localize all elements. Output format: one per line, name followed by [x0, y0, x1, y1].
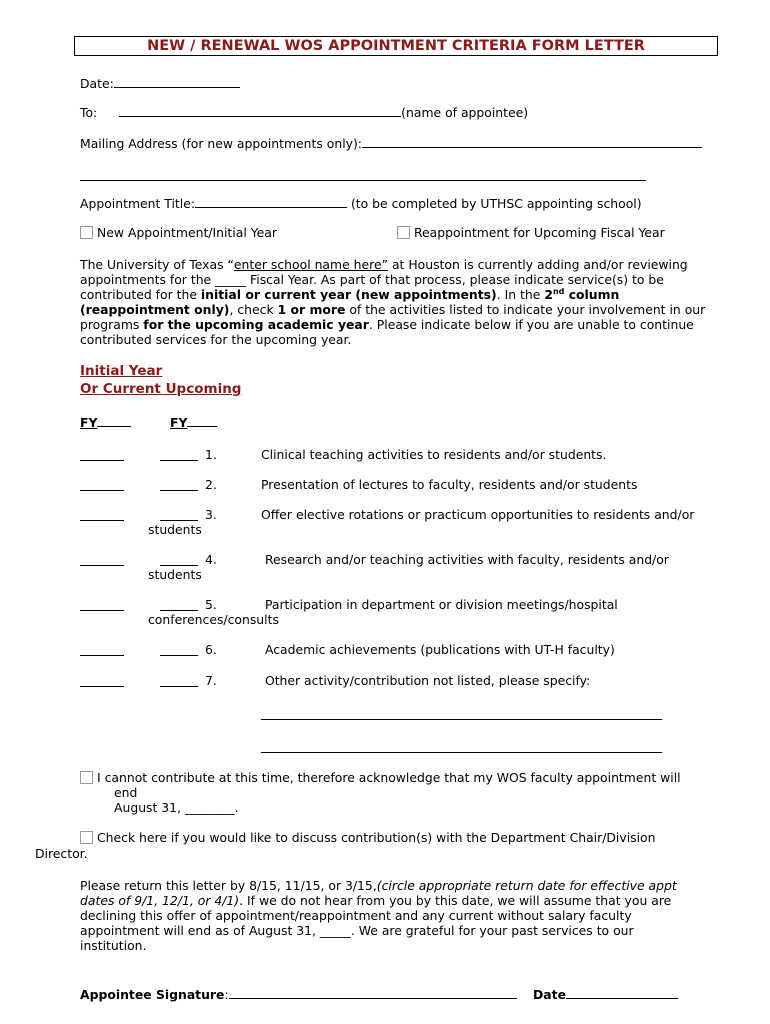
signature-label: Appointee Signature — [80, 987, 225, 1002]
intro-text-3: . In the — [496, 287, 545, 302]
activity-text: Offer elective rotations or practicum opportunities to residents and/or — [261, 507, 695, 522]
intro-text-6: . Please indicate below if you are unable to continue contributed services for the upcoming year. — [80, 317, 694, 347]
mailing-address-line-2[interactable] — [80, 180, 646, 181]
new-appointment-option[interactable] — [80, 225, 277, 240]
date-label: Date: — [80, 76, 114, 91]
new-appointment-checkbox[interactable] — [80, 226, 93, 239]
cannot-contribute-date: August 31, ________. — [114, 800, 239, 815]
activity-text: Other activity/contribution not listed, please specify: — [261, 673, 591, 688]
intro-bold-1: initial or current year (new appointments) — [200, 287, 497, 302]
form-title: NEW / RENEWAL WOS APPOINTMENT CRITERIA FORM LETTER — [74, 36, 718, 56]
signature-field[interactable] — [229, 986, 517, 999]
activity-text-continued: students — [148, 522, 202, 537]
current-year-blank[interactable] — [80, 460, 124, 461]
activity-text-continued: students — [148, 567, 202, 582]
to-label: To: — [80, 105, 98, 120]
discuss-text-2: Director. — [35, 846, 88, 861]
activity-number: 3. — [205, 507, 217, 522]
discuss-checkbox[interactable] — [80, 831, 93, 844]
fy-current-year-field[interactable] — [97, 414, 131, 427]
fy-current-header — [80, 414, 131, 430]
activity-number: 7. — [205, 673, 217, 688]
current-year-blank[interactable] — [80, 520, 124, 521]
intro-bold-2sup: nd — [552, 286, 565, 296]
current-year-blank[interactable] — [80, 686, 124, 687]
intro-bold-4: for the upcoming academic year — [143, 317, 369, 332]
upcoming-year-blank[interactable] — [160, 655, 198, 656]
return-paragraph — [80, 878, 695, 953]
intro-text-5: of the activities listed to indicate your involvement in our programs — [80, 302, 706, 332]
fy-upcoming-header — [170, 414, 217, 430]
upcoming-year-blank[interactable] — [160, 520, 198, 521]
current-year-blank[interactable] — [80, 490, 124, 491]
cannot-contribute-option[interactable] — [80, 770, 681, 785]
reappointment-option[interactable] — [397, 225, 665, 240]
current-year-blank[interactable] — [80, 565, 124, 566]
activity-text: Participation in department or division meetings/hospital — [261, 597, 618, 612]
activity-number: 1. — [205, 447, 217, 462]
new-appointment-label: New Appointment/Initial Year — [97, 225, 277, 240]
appointee-name-field[interactable] — [119, 104, 401, 117]
activity-text: Clinical teaching activities to residents and/or students. — [261, 447, 607, 462]
school-name-placeholder[interactable]: enter school name here” — [233, 257, 388, 272]
upcoming-year-blank[interactable] — [160, 610, 198, 611]
appointment-title-label: Appointment Title: — [80, 196, 196, 211]
fy-current-label: FY — [80, 415, 98, 430]
upcoming-year-blank[interactable] — [160, 490, 198, 491]
appointment-title-note: (to be completed by UTHSC appointing school) — [350, 196, 642, 211]
current-year-blank[interactable] — [80, 655, 124, 656]
fy-upcoming-year-field[interactable] — [187, 414, 217, 427]
intro-paragraph — [80, 257, 710, 347]
mailing-label: Mailing Address (for new appointments only): — [80, 136, 362, 151]
column-header-upcoming: Upcoming — [165, 381, 242, 397]
specify-line-1[interactable] — [261, 719, 662, 720]
activity-text-continued: conferences/consults — [148, 612, 279, 627]
date-row — [80, 75, 240, 91]
signature-row — [80, 986, 517, 1002]
activity-text: Research and/or teaching activities with faculty, residents and/or — [261, 552, 669, 567]
discuss-option[interactable] — [80, 830, 656, 845]
activity-number: 2. — [205, 477, 217, 492]
upcoming-year-blank[interactable] — [160, 686, 198, 687]
intro-text-1: The University of Texas “ — [80, 257, 234, 272]
upcoming-year-blank[interactable] — [160, 460, 198, 461]
reappointment-label: Reappointment for Upcoming Fiscal Year — [414, 225, 665, 240]
intro-bold-3: 1 or more — [277, 302, 346, 317]
cannot-contribute-checkbox[interactable] — [80, 771, 93, 784]
appointment-title-field[interactable] — [195, 195, 347, 208]
activity-text: Academic achievements (publications with UT-H faculty) — [261, 642, 615, 657]
return-text-1: Please return this letter by 8/15, 11/15, or 3/15, — [80, 878, 377, 893]
cannot-contribute-text: I cannot contribute at this time, therefore acknowledge that my WOS faculty appointment will — [97, 770, 681, 785]
activity-number: 6. — [205, 642, 217, 657]
signature-colon: : — [224, 987, 229, 1002]
mailing-address-field[interactable] — [362, 135, 702, 148]
fy-upcoming-label: FY — [170, 415, 188, 430]
column-header-initial-year: Initial Year — [80, 363, 163, 379]
intro-text-2: at Houston is currently adding and/or reviewing appointments for the _____ Fiscal Year. As part of that process, please indicate service(s) to be contributed for the — [80, 257, 688, 302]
column-header-or-current: Or Current — [80, 381, 166, 397]
reappointment-checkbox[interactable] — [397, 226, 410, 239]
discuss-text: Check here if you would like to discuss contribution(s) with the Department Chair/Division — [97, 830, 656, 845]
intro-bold-2a: 2 — [544, 287, 553, 302]
date-field[interactable] — [114, 75, 240, 88]
return-text-2: . If we do not hear from you by this date, we will assume that you are declining this offer of appointment/reappointment and any current without salary faculty appointment will end as of August 31, _____. We are grateful for your past services to our institution. — [80, 893, 672, 953]
appointment-title-row — [80, 195, 642, 211]
return-italic: (circle appropriate return date for effective appt dates of 9/1, 12/1, or 4/1) — [80, 878, 677, 908]
activity-text: Presentation of lectures to faculty, residents and/or students — [261, 477, 638, 492]
to-note: (name of appointee) — [401, 105, 529, 120]
activity-number: 5. — [205, 597, 217, 612]
mailing-row — [80, 135, 702, 151]
upcoming-year-blank[interactable] — [160, 565, 198, 566]
column-header-row-2 — [80, 381, 241, 397]
specify-line-2[interactable] — [261, 752, 662, 753]
current-year-blank[interactable] — [80, 610, 124, 611]
intro-bold-2b: column (reappointment only) — [80, 287, 620, 317]
to-row — [80, 104, 528, 120]
signature-date-field[interactable] — [566, 986, 678, 999]
intro-text-4: , check — [229, 302, 278, 317]
signature-date-row — [533, 986, 678, 1002]
activity-number: 4. — [205, 552, 217, 567]
signature-date-label: Date — [533, 987, 566, 1002]
cannot-contribute-text-2: end — [114, 785, 138, 800]
